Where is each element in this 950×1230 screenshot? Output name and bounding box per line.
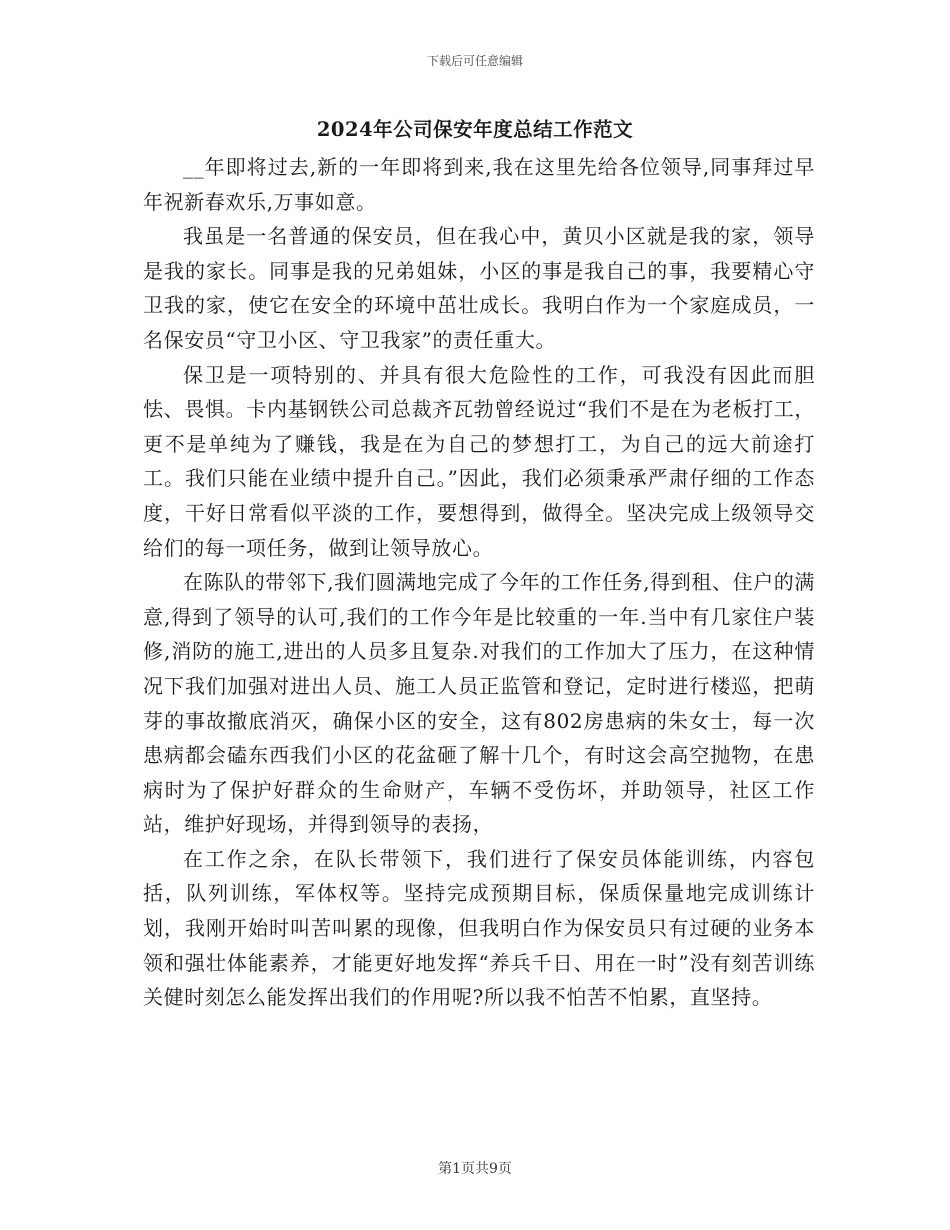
paragraph-2: 我虽是一名普通的保安员，但在我心中，黄贝小区就是我的家，领导是我的家长。同事是我的兄弟姐妹，小区的事是我自己的事，我要精心守卫我的家，使它在安全的环境中茁壮成长。我明白作为一个家庭成员，一名保安员“守卫小区、守卫我家”的责任重大。 xyxy=(143,224,815,352)
paragraph-3: 保卫是一项特别的、并具有很大危险性的工作，可我没有因此而胆怯、畏惧。卡内基钢铁公司总裁齐瓦勃曾经说过“我们不是在为老板打工，更不是单纯为了赚钱，我是在为自己的梦想打工，为自己的远大前途打工。我们只能在业绩中提升自己。”因此，我们必须秉承严肃仔细的工作态度，干好日常看似平淡的工作，要想得到，做得全。坚决完成上级领导交给们的每一项任务，做到让领导放心。 xyxy=(143,362,815,560)
paragraph-5: 在工作之余，在队长带领下，我们进行了保安员体能训练，内容包括，队列训练，军体权等。坚持完成预期目标，保质保量地完成训练计划，我刚开始时叫苦叫累的现像，但我明白作为保安员只有过硬的业务本领和强壮体能素养，才能更好地发挥“养兵千日、用在一时”没有刻苦训练关健时刻怎么能发挥出我们的作用呢?所以我不怕苦不怕累，直坚持。 xyxy=(143,846,815,1010)
document-title: 2024年公司保安年度总结工作范文 xyxy=(316,118,634,141)
paragraph-1: __年即将过去,新的一年即将到来,我在这里先给各位领导,同事拜过早年祝新春欢乐,万事如意。 xyxy=(143,155,815,214)
page-number: 第1页共9页 xyxy=(438,1161,512,1177)
header-note: 下载后可任意编辑 xyxy=(426,54,523,68)
document-body xyxy=(143,150,815,1015)
paragraph-4: 在陈队的带邻下,我们圆满地完成了今年的工作任务,得到租、住户的满意,得到了领导的认可,我们的工作今年是比较重的一年.当中有几家住户装修,消防的施工,进出的人员多且复杂.对我们的工作加大了压力，在这种情况下我们加强对进出人员、施工人员正监管和登记，定时进行楼巡，把萌芽的事故撤底消灭，确保小区的安全，这有802房患病的朱女士，每一次患病都会磕东西我们小区的花盆砸了解十几个，有时这会高空抛物，在患病时为了保护好群众的生命财产，车辆不受伤坏，并助领导，社区工作站，维护好现场，并得到领导的表扬， xyxy=(143,570,815,837)
